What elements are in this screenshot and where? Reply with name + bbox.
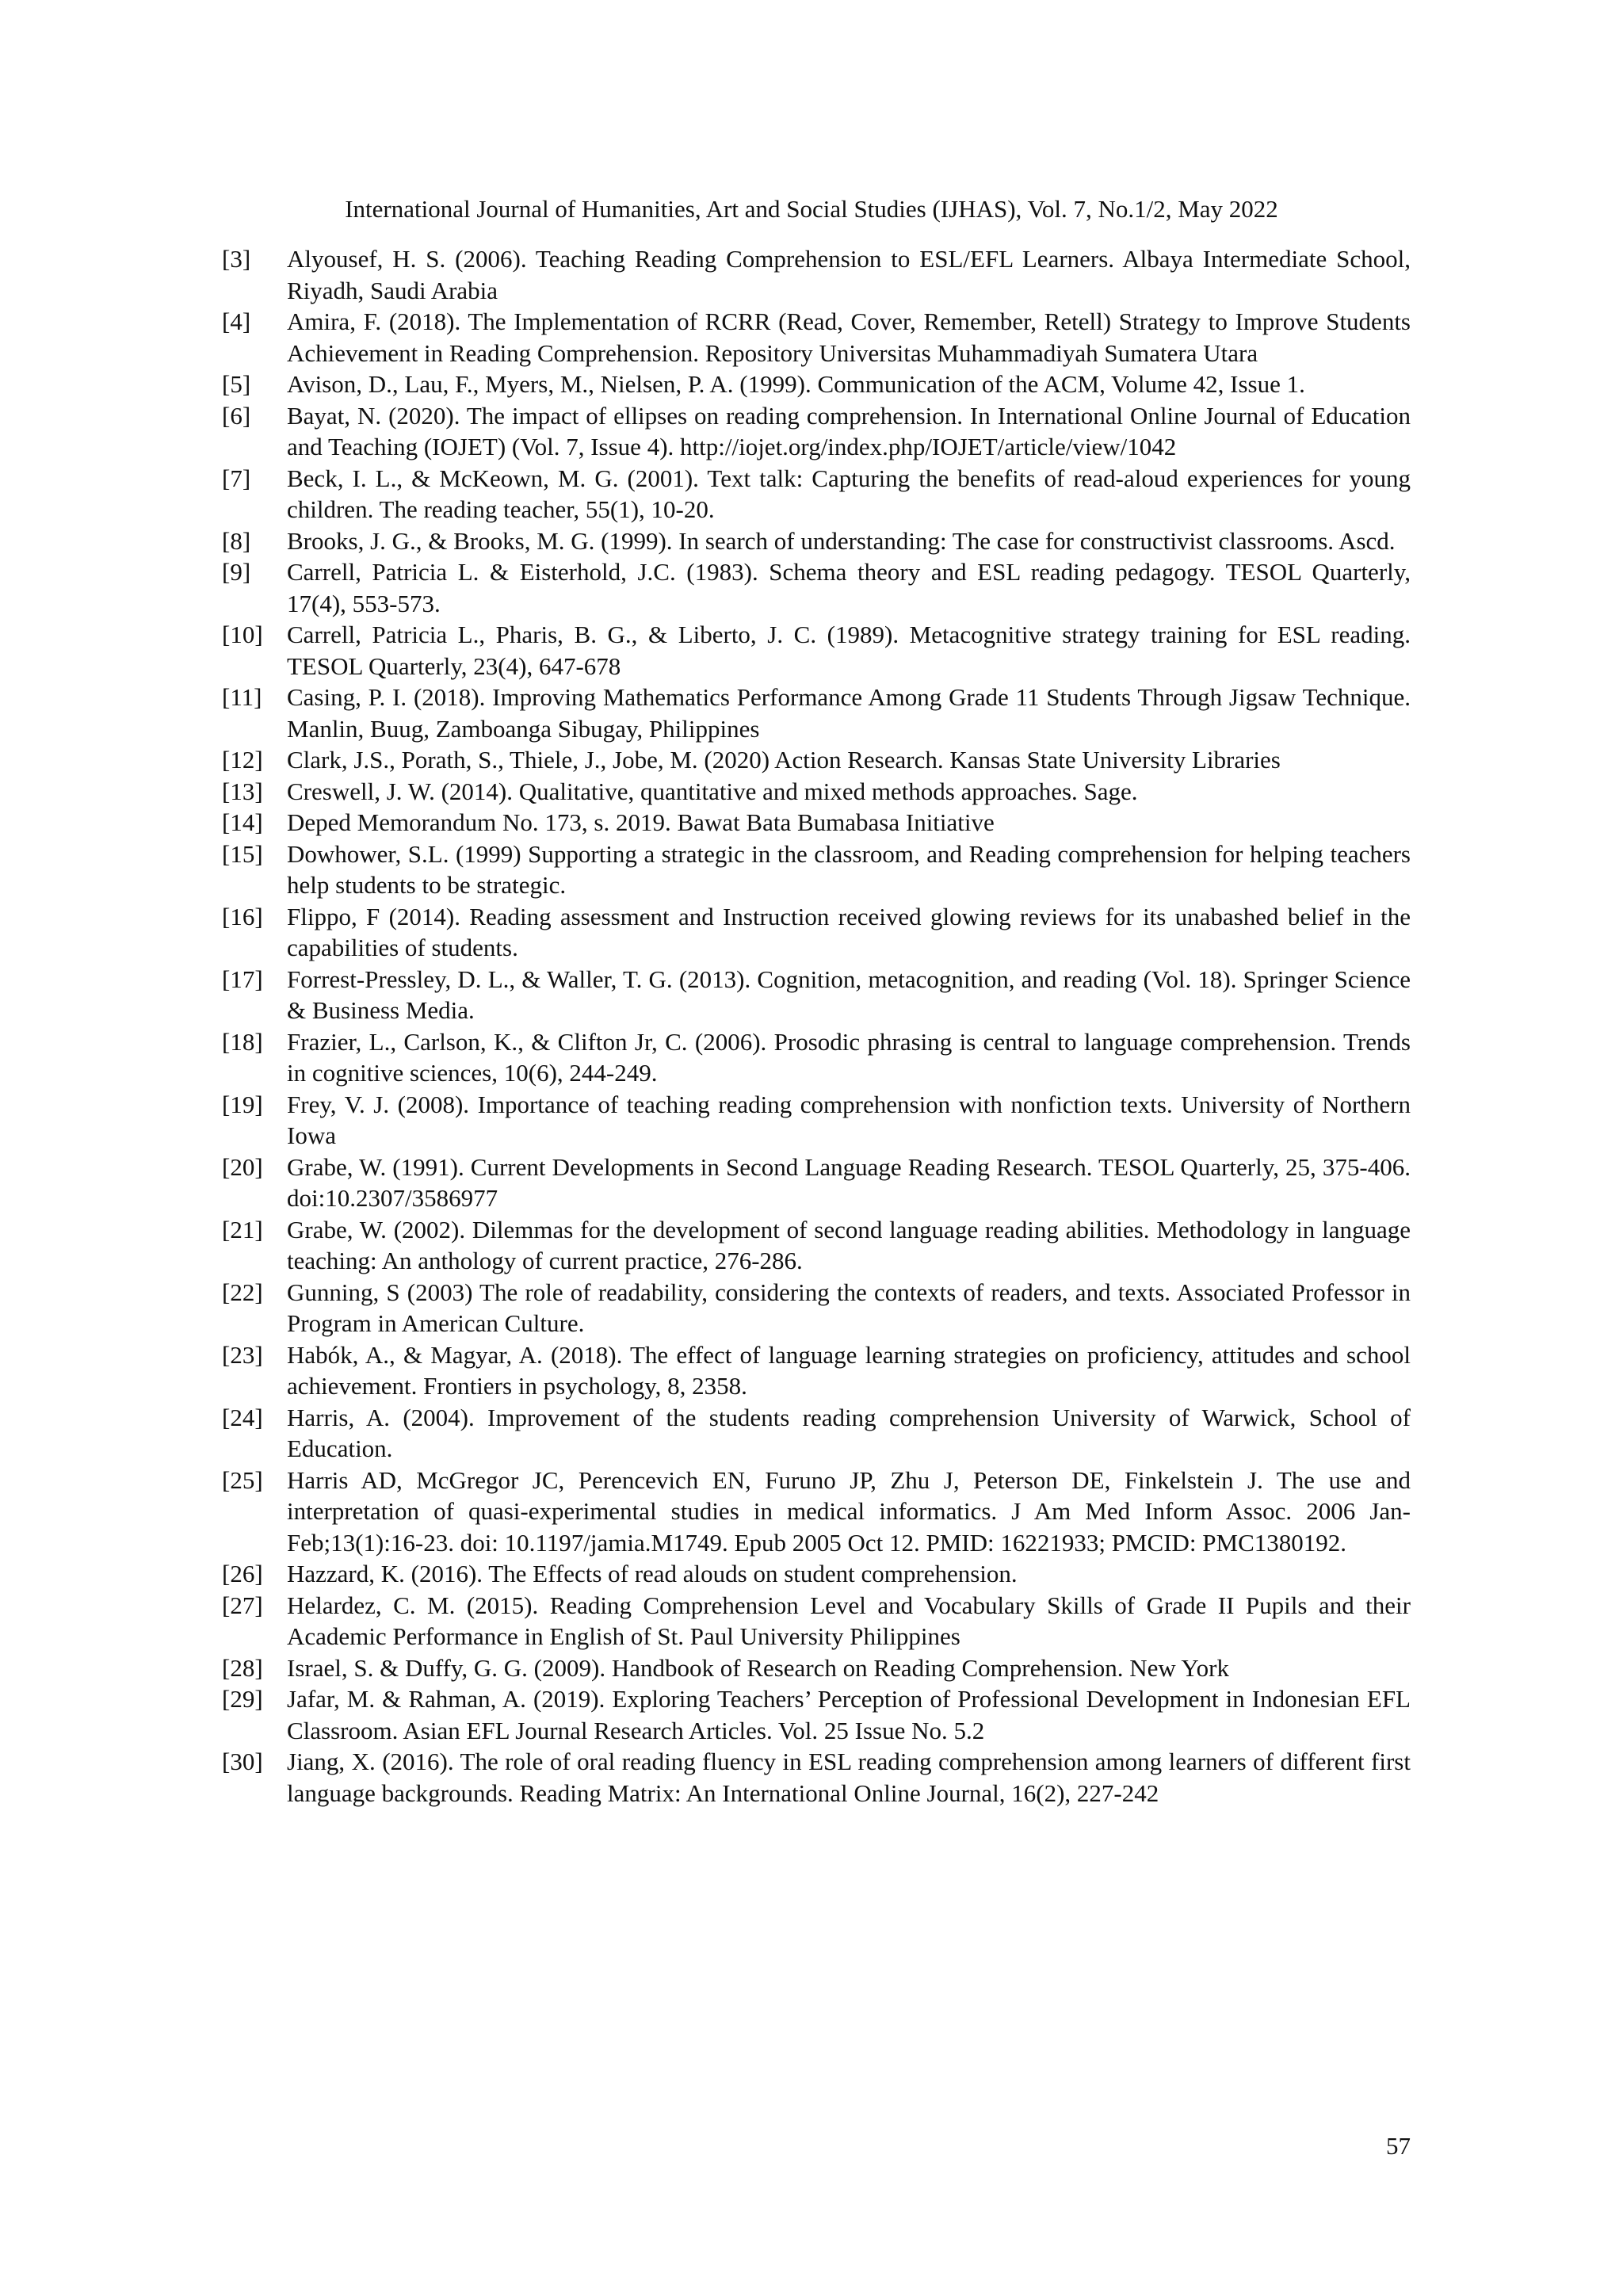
reference-item — [222, 901, 1411, 964]
reference-item — [222, 776, 1411, 808]
reference-text: Creswell, J. W. (2014). Qualitative, quantitative and mixed methods approaches. Sage. — [287, 777, 1138, 805]
reference-number: [16] — [222, 902, 263, 930]
reference-item — [222, 1590, 1411, 1652]
reference-text: Harris AD, McGregor JC, Perencevich EN, Furuno JP, Zhu J, Peterson DE, Finkelstein J. The use and interpretation of quasi-experimental studies in medical informatics. J Am Med Inform Assoc. 2006 Jan-Feb;13(1):16-23. doi: 10.1197/jamia.M1749. Epub 2005 Oct 12. PMID: 16221933; PMCID: PMC1380192. — [287, 1465, 1411, 1557]
reference-text: Alyousef, H. S. (2006). Teaching Reading Comprehension to ESL/EFL Learners. Albaya Intermediate School, Riyadh, Saudi Arabia — [287, 245, 1411, 304]
reference-text: Gunning, S (2003) The role of readability, considering the contexts of readers, and texts. Associated Professor in Program in American Culture. — [287, 1278, 1411, 1337]
reference-number: [30] — [222, 1748, 263, 1775]
journal-header: International Journal of Humanities, Art and Social Studies (IJHAS), Vol. 7, No.1/2, May 2022 — [345, 195, 1278, 223]
reference-item — [222, 556, 1411, 619]
reference-item — [222, 400, 1411, 463]
reference-item — [222, 682, 1411, 744]
reference-number: [18] — [222, 1027, 263, 1056]
reference-text: Frazier, L., Carlson, K., & Clifton Jr, C. (2006). Prosodic phrasing is central to language comprehension. Trends in cognitive sciences, 10(6), 244-249. — [287, 1027, 1411, 1087]
reference-item — [222, 1465, 1411, 1559]
reference-number: [12] — [222, 746, 263, 774]
reference-number: [22] — [222, 1278, 263, 1306]
reference-number: [20] — [222, 1152, 263, 1181]
reference-text: Casing, P. I. (2018). Improving Mathematics Performance Among Grade 11 Students Through Jigsaw Technique. Manlin, Buug, Zamboanga Sibugay, Philippines — [287, 683, 1411, 743]
reference-number: [29] — [222, 1685, 263, 1713]
reference-item — [222, 1277, 1411, 1339]
reference-number: [24] — [222, 1403, 263, 1431]
reference-text: Deped Memorandum No. 173, s. 2019. Bawat Bata Bumabasa Initiative — [287, 808, 995, 836]
reference-item — [222, 1746, 1411, 1809]
reference-text: Bayat, N. (2020). The impact of ellipses on reading comprehension. In International Online Journal of Education and Teaching (IOJET) (Vol. 7, Issue 4). http://iojet.org/index.php/IOJET/article/view/1042 — [287, 401, 1411, 460]
reference-number: [26] — [222, 1560, 263, 1587]
reference-text: Carrell, Patricia L., Pharis, B. G., & Liberto, J. C. (1989). Metacognitive strategy training for ESL reading. TESOL Quarterly, 23(4), 647-678 — [287, 621, 1411, 680]
reference-text: Frey, V. J. (2008). Importance of teaching reading comprehension with nonfiction texts. University of Northern Iowa — [287, 1090, 1411, 1149]
reference-number: [10] — [222, 621, 263, 648]
reference-text: Harris, A. (2004). Improvement of the students reading comprehension University of Warwick, School of Education. — [287, 1403, 1411, 1462]
reference-text: Jafar, M. & Rahman, A. (2019). Exploring Teachers’ Perception of Professional Development in Indonesian EFL Classroom. Asian EFL Journal Research Articles. Vol. 25 Issue No. 5.2 — [287, 1685, 1411, 1744]
reference-text: Grabe, W. (1991). Current Developments in Second Language Reading Research. TESOL Quarterly, 25, 375-406. doi:10.2307/3586977 — [287, 1152, 1411, 1212]
reference-text: Beck, I. L., & McKeown, M. G. (2001). Text talk: Capturing the benefits of read-aloud experiences for young children. The reading teacher, 55(1), 10-20. — [287, 464, 1411, 523]
reference-text: Helardez, C. M. (2015). Reading Comprehension Level and Vocabulary Skills of Grade II Pupils and their Academic Performance in English of St. Paul University Philippines — [287, 1591, 1411, 1650]
reference-text: Grabe, W. (2002). Dilemmas for the development of second language reading abilities. Methodology in language teaching: An anthology of current practice, 276-286. — [287, 1215, 1411, 1274]
reference-number: [14] — [222, 808, 263, 836]
reference-item — [222, 1089, 1411, 1152]
reference-text: Forrest-Pressley, D. L., & Waller, T. G. (2013). Cognition, metacognition, and reading (Vol. 18). Springer Science & Business Media. — [287, 965, 1411, 1024]
reference-item — [222, 1652, 1411, 1684]
reference-item — [222, 1152, 1411, 1214]
reference-text: Hazzard, K. (2016). The Effects of read alouds on student comprehension. — [287, 1560, 1018, 1587]
reference-item — [222, 1214, 1411, 1277]
reference-text: Israel, S. & Duffy, G. G. (2009). Handbook of Research on Reading Comprehension. New York — [287, 1653, 1230, 1682]
reference-number: [23] — [222, 1340, 263, 1369]
page-number: 57 — [1386, 2132, 1411, 2160]
reference-number: [8] — [222, 526, 251, 555]
reference-number: [11] — [222, 683, 262, 711]
reference-number: [25] — [222, 1465, 263, 1494]
reference-number: [27] — [222, 1591, 263, 1619]
reference-item — [222, 1026, 1411, 1089]
reference-item — [222, 839, 1411, 901]
reference-text: Amira, F. (2018). The Implementation of RCRR (Read, Cover, Remember, Retell) Strategy to Improve Students Achievement in Reading Comprehension. Repository Universitas Muhammadiyah Sumatera Utara — [287, 308, 1411, 367]
reference-number: [17] — [222, 965, 263, 993]
reference-item — [222, 1402, 1411, 1465]
reference-item — [222, 369, 1411, 400]
reference-number: [28] — [222, 1653, 263, 1682]
reference-number: [5] — [222, 370, 251, 398]
reference-number: [15] — [222, 839, 263, 868]
reference-number: [13] — [222, 777, 263, 805]
reference-list — [222, 243, 1411, 1809]
reference-item — [222, 807, 1411, 839]
reference-item — [222, 525, 1411, 557]
reference-item — [222, 964, 1411, 1026]
reference-number: [21] — [222, 1215, 263, 1244]
reference-text: Brooks, J. G., & Brooks, M. G. (1999). In search of understanding: The case for constructivist classrooms. Ascd. — [287, 526, 1396, 555]
reference-number: [3] — [222, 245, 251, 273]
reference-number: [9] — [222, 558, 251, 586]
reference-item — [222, 243, 1411, 306]
reference-item — [222, 306, 1411, 369]
reference-text: Avison, D., Lau, F., Myers, M., Nielsen, P. A. (1999). Communication of the ACM, Volume 42, Issue 1. — [287, 370, 1305, 398]
reference-item — [222, 744, 1411, 776]
reference-number: [7] — [222, 464, 251, 492]
reference-text: Clark, J.S., Porath, S., Thiele, J., Jobe, M. (2020) Action Research. Kansas State University Libraries — [287, 746, 1281, 774]
reference-item — [222, 1558, 1411, 1590]
reference-text: Flippo, F (2014). Reading assessment and Instruction received glowing reviews for its unabashed belief in the capabilities of students. — [287, 902, 1411, 961]
reference-text: Carrell, Patricia L. & Eisterhold, J.C. (1983). Schema theory and ESL reading pedagogy. TESOL Quarterly, 17(4), 553-573. — [287, 558, 1411, 617]
reference-number: [4] — [222, 308, 251, 335]
reference-item — [222, 1339, 1411, 1402]
reference-text: Jiang, X. (2016). The role of oral reading fluency in ESL reading comprehension among learners of different first language backgrounds. Reading Matrix: An International Online Journal, 16(2), 227-242 — [287, 1748, 1411, 1807]
reference-number: [19] — [222, 1090, 263, 1118]
reference-number: [6] — [222, 401, 251, 430]
reference-item — [222, 1683, 1411, 1746]
reference-item — [222, 463, 1411, 525]
reference-item — [222, 619, 1411, 682]
reference-text: Habók, A., & Magyar, A. (2018). The effect of language learning strategies on proficiency, attitudes and school achievement. Frontiers in psychology, 8, 2358. — [287, 1340, 1411, 1400]
reference-text: Dowhower, S.L. (1999) Supporting a strategic in the classroom, and Reading comprehension for helping teachers help students to be strategic. — [287, 839, 1411, 899]
